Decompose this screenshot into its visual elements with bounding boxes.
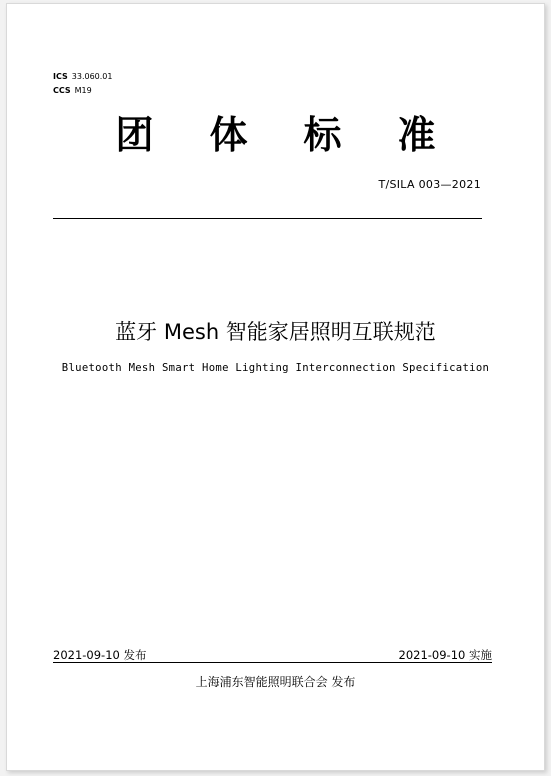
ics-label: ICS bbox=[53, 72, 68, 81]
standard-number: T/SILA 003—2021 bbox=[378, 178, 481, 191]
publish-date: 2021-09-10 发布 bbox=[53, 648, 147, 662]
document-page bbox=[6, 3, 545, 771]
standard-type-char: 体 bbox=[209, 113, 248, 157]
ccs-code bbox=[53, 86, 92, 96]
publisher: 上海浦东智能照明联合会 发布 bbox=[195, 675, 356, 689]
bottom-divider bbox=[53, 662, 492, 663]
standard-type-char: 团 bbox=[115, 113, 154, 157]
title-english: Bluetooth Mesh Smart Home Lighting Interconnection Specification bbox=[61, 362, 490, 374]
ics-code bbox=[53, 72, 112, 82]
ccs-value: M19 bbox=[74, 86, 92, 95]
standard-type-char: 标 bbox=[303, 113, 342, 157]
ccs-label: CCS bbox=[53, 86, 71, 95]
standard-type-heading bbox=[7, 112, 544, 158]
title-chinese: 蓝牙 Mesh 智能家居照明互联规范 bbox=[115, 320, 436, 344]
implement-date: 2021-09-10 实施 bbox=[398, 648, 492, 662]
standard-type-char: 准 bbox=[397, 113, 436, 157]
top-divider bbox=[53, 218, 482, 219]
ics-value: 33.060.01 bbox=[71, 72, 113, 81]
